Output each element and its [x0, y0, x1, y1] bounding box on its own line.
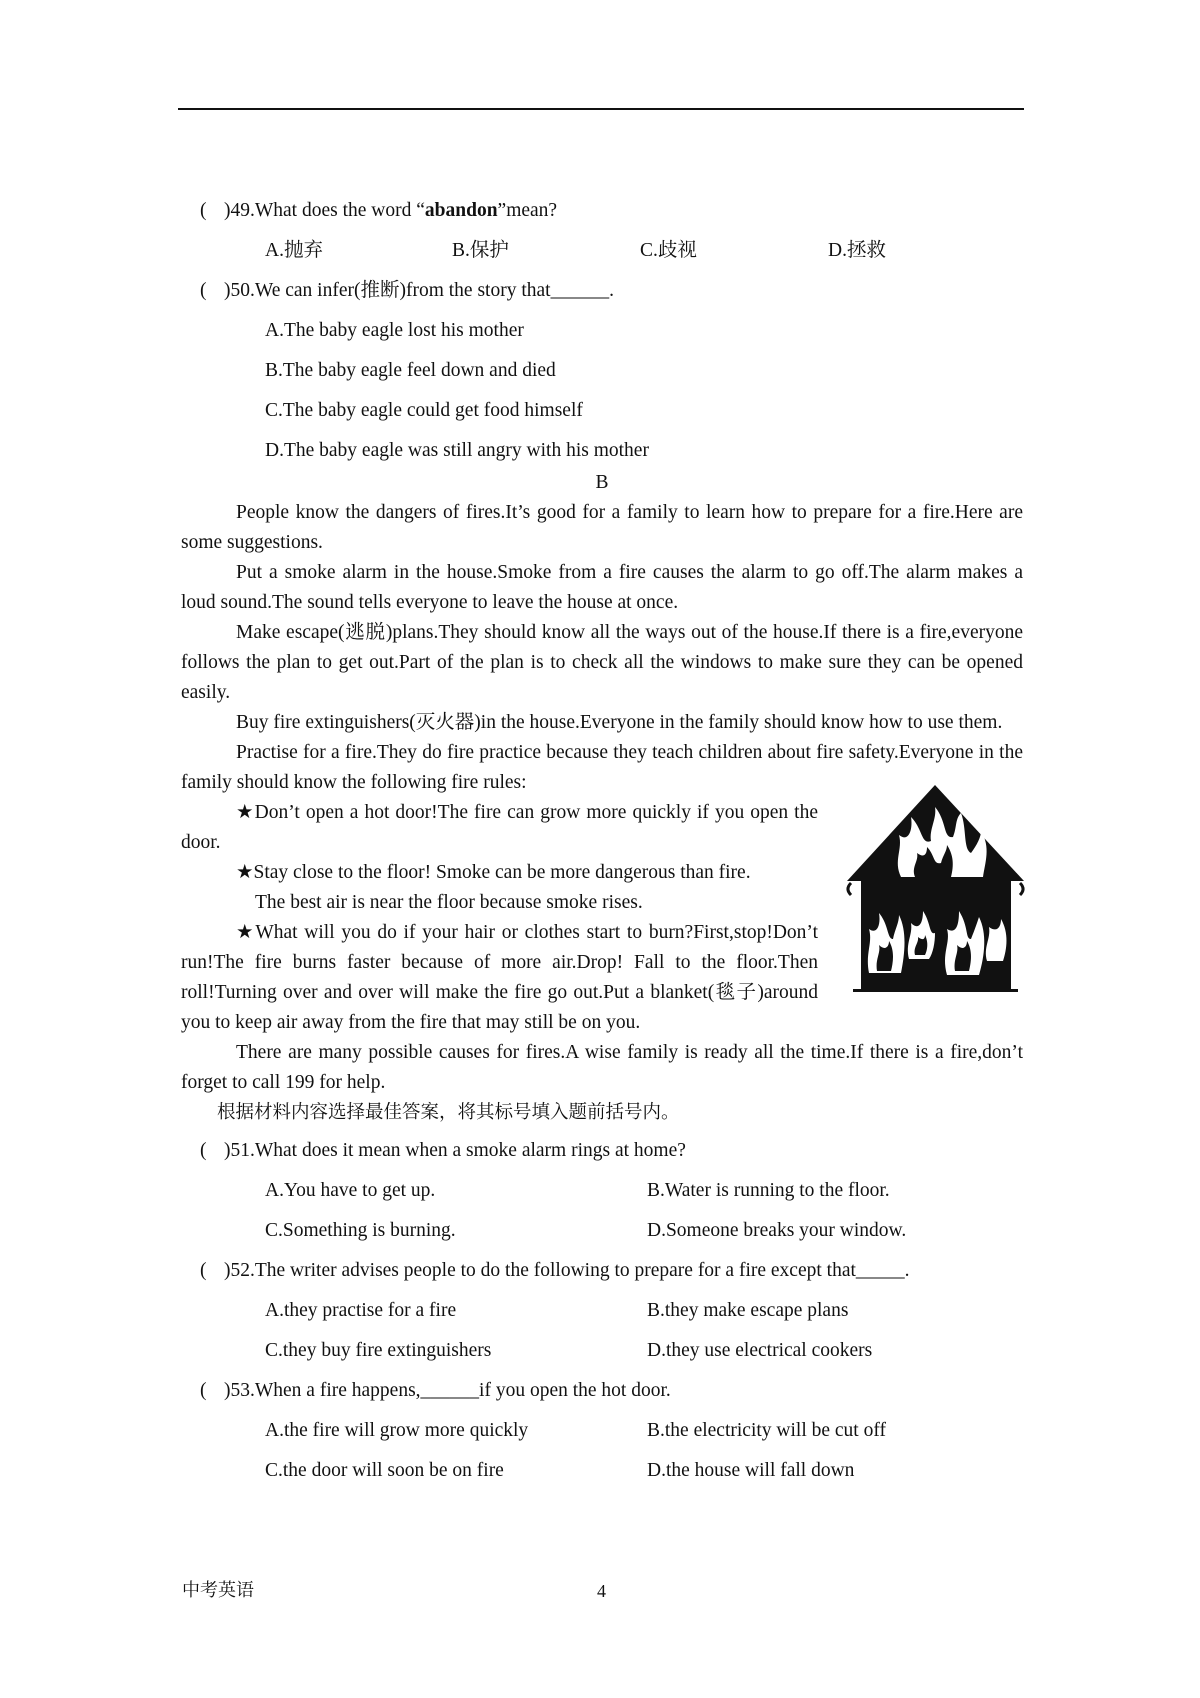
option-b: B.保护: [452, 240, 509, 261]
q53-options-row-1: [181, 1416, 1023, 1456]
q51-options-row-1: [181, 1176, 1023, 1216]
question-51: [181, 1136, 1023, 1176]
header-rule: [178, 108, 1024, 110]
option-d: D.拯救: [828, 240, 886, 261]
section-heading: B: [595, 472, 609, 493]
page-content: [181, 196, 1023, 1496]
option-b: B.the electricity will be cut off: [647, 1420, 886, 1441]
option-c: C.Something is burning.: [265, 1220, 456, 1241]
option-b: B.The baby eagle feel down and died: [265, 360, 556, 381]
question-text: [224, 196, 557, 226]
option-a: A.You have to get up.: [265, 1180, 436, 1201]
option-c: C.歧视: [640, 240, 697, 261]
question-53: [181, 1376, 1023, 1416]
option-b: B.Water is running to the floor.: [647, 1180, 890, 1201]
question-text-post: ”mean?: [497, 200, 558, 221]
question-52: [181, 1256, 1023, 1296]
fire-rules: [181, 798, 818, 1038]
option-a: A.The baby eagle lost his mother: [265, 320, 524, 341]
q52-options-row-1: [181, 1296, 1023, 1336]
option-a: A.the fire will grow more quickly: [265, 1420, 529, 1441]
fire-rule-3: ★What will you do if your hair or clothes start to burn?First,stop!Don’t run!The fire burns faster because of more air.Drop! Fall to the floor.Then roll!Turning over and over will make the fire go out.Put a blanket(毯子)around you to keep air away from the fire that may still be on you.: [181, 922, 818, 1033]
option-d: D.The baby eagle was still angry with his mother: [265, 440, 649, 461]
question-text: )53.When a fire happens,______if you open the hot door.: [224, 1380, 671, 1401]
passage-paragraph: There are many possible causes for fires.A wise family is ready all the time.If there is a fire,don’t forget to call 199 for help.: [181, 1042, 1023, 1093]
answer-paren: (: [200, 280, 207, 301]
question-50: [181, 276, 1023, 316]
option-d: D.Someone breaks your window.: [647, 1220, 907, 1241]
passage-paragraph: Make escape(逃脱)plans.They should know all the ways out of the house.If there is a fire,everyone follows the plan to get out.Part of the plan is to check all the windows to make sure they can be opened easily.: [181, 622, 1023, 703]
option-d: D.the house will fall down: [647, 1460, 855, 1481]
instructions: 根据材料内容选择最佳答案，将其标号填入题前括号内。: [217, 1102, 680, 1123]
q49-options: [181, 236, 1023, 276]
option-c: C.they buy fire extinguishers: [265, 1340, 492, 1361]
passage-paragraph: Put a smoke alarm in the house.Smoke from a fire causes the alarm to go off.The alarm makes a loud sound.The sound tells everyone to leave the house at once.: [181, 562, 1023, 613]
answer-paren: (: [200, 1380, 207, 1401]
question-49: [181, 196, 1023, 236]
passage-paragraph: People know the dangers of fires.It’s good for a family to learn how to prepare for a fire.Here are some suggestions.: [181, 502, 1023, 553]
keyword: abandon: [424, 200, 498, 221]
question-text: )51.What does it mean when a smoke alarm rings at home?: [224, 1140, 686, 1161]
q53-options-row-2: [181, 1456, 1023, 1496]
answer-paren: (: [200, 1140, 207, 1161]
option-b: B.they make escape plans: [647, 1300, 849, 1321]
passage-paragraph: Practise for a fire.They do fire practice because they teach children about fire safety.Everyone in the family should know the following fire rules:: [181, 742, 1023, 793]
footer-subject: 中考英语: [182, 1580, 254, 1601]
page-number: 4: [597, 1581, 606, 1601]
fire-rules-block: [181, 798, 1023, 1038]
q51-options-row-2: [181, 1216, 1023, 1256]
question-text: )50.We can infer(推断)from the story that______.: [224, 280, 614, 301]
question-text: )52.The writer advises people to do the following to prepare for a fire except that_____.: [224, 1260, 910, 1281]
option-a: A.抛弃: [265, 240, 323, 261]
question-text-pre: )49.What does the word “: [224, 200, 425, 221]
option-c: C.the door will soon be on fire: [265, 1460, 504, 1481]
q52-options-row-2: [181, 1336, 1023, 1376]
answer-paren: (: [200, 1260, 207, 1281]
fire-rule-1: ★Don’t open a hot door!The fire can grow more quickly if you open the door.: [181, 802, 818, 853]
fire-rule-2-continued: The best air is near the floor because smoke rises.: [255, 892, 643, 913]
fire-rule-2: ★Stay close to the floor! Smoke can be more dangerous than fire.: [236, 862, 751, 883]
passage-paragraph: Buy fire extinguishers(灭火器)in the house.Everyone in the family should know how to use them.: [236, 712, 1003, 733]
option-c: C.The baby eagle could get food himself: [265, 400, 583, 421]
burning-house-illustration: [843, 783, 1028, 993]
option-a: A.they practise for a fire: [265, 1300, 457, 1321]
option-d: D.they use electrical cookers: [647, 1340, 873, 1361]
answer-paren: (: [200, 200, 207, 221]
